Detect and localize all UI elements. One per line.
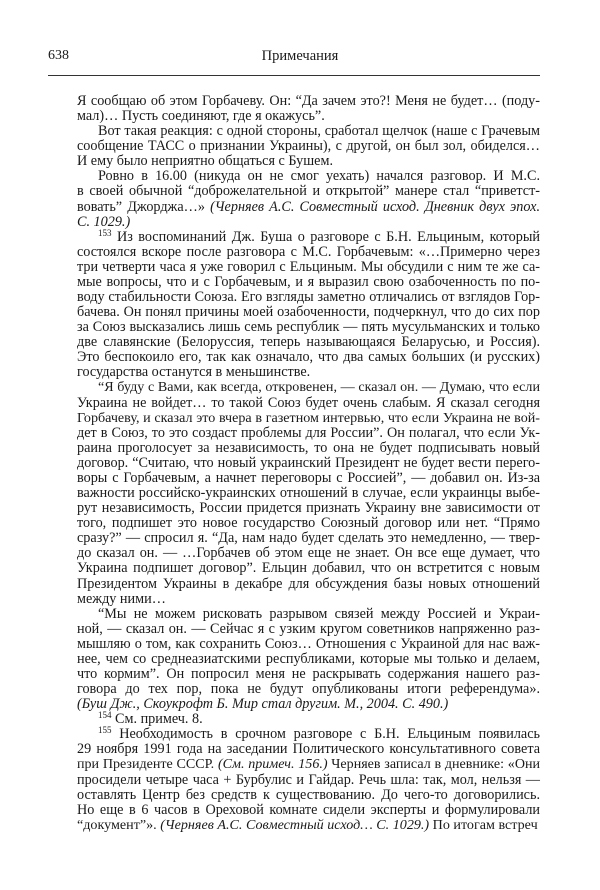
- body-text: По итогам встреч: [429, 816, 538, 833]
- body-text: Необходимость в срочном разговоре с Б.Н. Ельциным появилась: [111, 726, 540, 743]
- paragraph-line: [77, 742, 540, 757]
- body-text: См. примеч. 8.: [111, 711, 203, 728]
- running-header-title: Примечания: [261, 48, 339, 64]
- paragraph-first-line: [77, 380, 540, 395]
- body-text: ной, — сказал он. — Сейчас я с узким кругом советников напряженно раз-: [77, 620, 540, 637]
- body-text: просидели четыре часа + Бурбулис и Гайдар. Речь шла: так, мол, нельзя —: [77, 771, 540, 788]
- body-text: Я сообщаю об этом Горбачеву. Он: “Да зачем это?! Меня не будет… (поду-: [77, 93, 540, 109]
- body-text: “Мы не можем рисковать разрывом связей между Россией и Украи-: [98, 605, 540, 622]
- body-text: при Президенте СССР.: [77, 756, 218, 773]
- paragraph-first-line: [77, 607, 540, 622]
- body-text: Из воспоминаний Дж. Буша о разговоре с Б.Н. Ельциным, который: [111, 228, 540, 245]
- body-text: Президентом Украины в декабре для обсуждения базы новых отношений: [77, 575, 540, 592]
- paragraph-line: [77, 516, 540, 531]
- paragraph-first-line: [77, 169, 540, 184]
- paragraph-line: [77, 290, 540, 305]
- body-text: в своей обычной “доброжелательной и открытой” манере стал “приветст-: [77, 183, 540, 200]
- body-text: “документ”».: [77, 816, 161, 833]
- paragraph-line: [77, 818, 540, 833]
- body-text: бачева. Он понял причины моей озабоченности, подчеркнул, что до сих пор: [77, 304, 540, 321]
- body-text: Украина не войдет… то такой Союз будет очень слабым. Я сказал сегодня: [77, 394, 540, 411]
- body-text: оставлять Центр без средств к существованию. До чего-то договорились.: [77, 786, 540, 803]
- body-text: Ровно в 16.00 (никуда он не смог уехать) начался разговор. И М.С.: [98, 168, 540, 185]
- header-rule: [48, 75, 540, 76]
- paragraph-line: [77, 245, 540, 260]
- body-text: договор. “Считаю, что новый украинский Президент не будет вести перего-: [77, 454, 540, 471]
- paragraph-first-line: [77, 727, 540, 742]
- paragraph-line: [77, 154, 540, 169]
- body-text: три четверти часа я уже говорил с Ельциным. Мы обсудили с ним те же са-: [77, 258, 540, 275]
- paragraph-line: [77, 471, 540, 486]
- body-text: 29 ноября 1991 года на заседании Политического консультативного совета: [77, 741, 540, 758]
- paragraph-line: [77, 667, 540, 682]
- citation-text: (Буш Дж., Скоукрофт Б. Мир стал другим. М., 2004. С. 490.): [77, 696, 449, 713]
- paragraph-line: [77, 335, 540, 350]
- body-text: сообщение ТАСС о признании Украины), с другой, он был зол, обиделся…: [77, 138, 540, 155]
- body-text: состоялся вскоре после разговора с М.С. Горбачевым: «…Примерно через: [77, 243, 540, 260]
- footnote-number: 153: [98, 227, 112, 238]
- body-text: раина проголосует за независимость, то она не будет подписывать новый: [77, 439, 540, 456]
- paragraph-line: [77, 486, 540, 501]
- paragraph-line: [77, 441, 540, 456]
- body-text: дет в Союз, то это создаст проблемы для России”. Он полагал, что если Ук-: [77, 424, 540, 441]
- body-text: две славянские (Белоруссия, теперь называющаяся Беларусью, и Россия).: [77, 334, 540, 351]
- body-text: что кормим”. Он попросил меня не раскрывать содержания нашего раз-: [77, 665, 540, 682]
- paragraph-line: [77, 803, 540, 818]
- paragraph-line: [77, 305, 540, 320]
- body-text: мые вопросы, что и с Горбачевым, и я выразил свою озабоченность по по-: [77, 273, 540, 290]
- citation-text: (Черняев А.С. Совместный исход… С. 1029.): [160, 816, 430, 833]
- paragraph-line: [77, 260, 540, 275]
- citation-text: (См. примеч. 156.): [217, 756, 328, 773]
- paragraph-line: [77, 411, 540, 426]
- paragraph-line: [77, 531, 540, 546]
- body-text: того, подпишет это новое государство Союзный договор или нет. “Прямо: [77, 515, 540, 532]
- body-text: государства останутся в меньшинстве.: [77, 364, 311, 381]
- paragraph-line: [77, 426, 540, 441]
- paragraph-line: [77, 350, 540, 365]
- body-text: воры с Горбачевым, а начнет переговоры с Россией”, — добавил он. Из-за: [77, 469, 540, 486]
- paragraph-line: [77, 788, 540, 803]
- paragraph-line: [77, 501, 540, 516]
- page-number: 638: [48, 48, 69, 63]
- body-text: Это беспокоило его, так как означало, что два самых больших (и русских): [77, 349, 540, 366]
- citation-text: С. 1029.): [77, 213, 131, 230]
- body-text: вовать” Джорджа…»: [77, 198, 211, 215]
- paragraph-line: [77, 652, 540, 667]
- paragraph-line: [77, 546, 540, 561]
- paragraph-first-line: [77, 227, 540, 245]
- body-text: мал)… Пусть соединяют, где я окажусь”.: [77, 108, 325, 125]
- body-text: Но еще в 6 часов в Ореховой комнате сидели эксперты и формулировали: [77, 801, 540, 818]
- paragraph-first-line: [77, 94, 540, 109]
- paragraph-line: [77, 592, 540, 607]
- paragraph-line: [77, 637, 540, 652]
- paragraph-line: [77, 215, 540, 230]
- paragraph-line: [77, 757, 540, 772]
- citation-text: (Черняев А.С. Совместный исход. Дневник двух эпох.: [210, 198, 540, 215]
- footnote-number: 154: [98, 710, 112, 721]
- paragraph-line: [77, 320, 540, 335]
- body-text: за Союз высказались лишь семь республик — пять мусульманских и только: [77, 319, 540, 336]
- paragraph-line: [77, 561, 540, 576]
- paragraph-line: [77, 109, 540, 124]
- body-text: до сказал он. — …Горбачев об этом еще не знает. Он все еще думает, что: [77, 545, 540, 562]
- paragraph-line: [77, 697, 540, 712]
- paragraph-line: [77, 139, 540, 154]
- paragraph-line: [77, 456, 540, 471]
- body-text: Черняев записал в дневнике: «Они: [327, 756, 540, 773]
- body-text: рут независимость, России придется признать Украину вне зависимости от: [77, 500, 540, 517]
- paragraph-first-line: [77, 124, 540, 139]
- notes-body: [77, 94, 540, 833]
- body-text: говора до тех пор, пока не будут опубликованы итоги референдума».: [77, 681, 540, 698]
- paragraph-line: [77, 184, 540, 199]
- body-text: И ему было неприятно общаться с Бушем.: [77, 153, 333, 170]
- paragraph-line: [77, 577, 540, 592]
- paragraph-line: [77, 365, 540, 380]
- body-text: нее, чем со среднеазиатскими республиками, которые мы только и делаем,: [77, 650, 540, 667]
- footnote-number: 155: [98, 725, 112, 736]
- body-text: между ними…: [77, 590, 166, 607]
- body-text: важности российско-украинских отношений в случае, если украинцы выбе-: [77, 485, 540, 502]
- body-text: “Я буду с Вами, как всегда, откровенен, — сказал он. — Думаю, что если: [98, 379, 540, 396]
- paragraph-line: [77, 396, 540, 411]
- body-text: мышляю о том, как сохранить Союз… Отношения с Украиной для нас важ-: [77, 635, 540, 652]
- paragraph-line: [77, 200, 540, 215]
- body-text: Украина подпишет договор”. Ельцин добавил, что он встретится с новым: [77, 560, 540, 577]
- body-text: Вот такая реакция: с одной стороны, сработал щелчок (наше с Грачевым: [98, 123, 540, 140]
- paragraph-line: [77, 275, 540, 290]
- paragraph-line: [77, 773, 540, 788]
- paragraph-line: [77, 622, 540, 637]
- body-text: воду стабильности Союза. Его взгляды заметно отличались от взглядов Гор-: [77, 289, 540, 306]
- body-text: Горбачеву, и сказал это вчера в газетном интервью, что если Украина не вой-: [77, 409, 540, 426]
- paragraph-line: [77, 682, 540, 697]
- body-text: сразу?” — спросил я. “Да, нам надо будет сделать это немедленно, — твер-: [77, 530, 540, 547]
